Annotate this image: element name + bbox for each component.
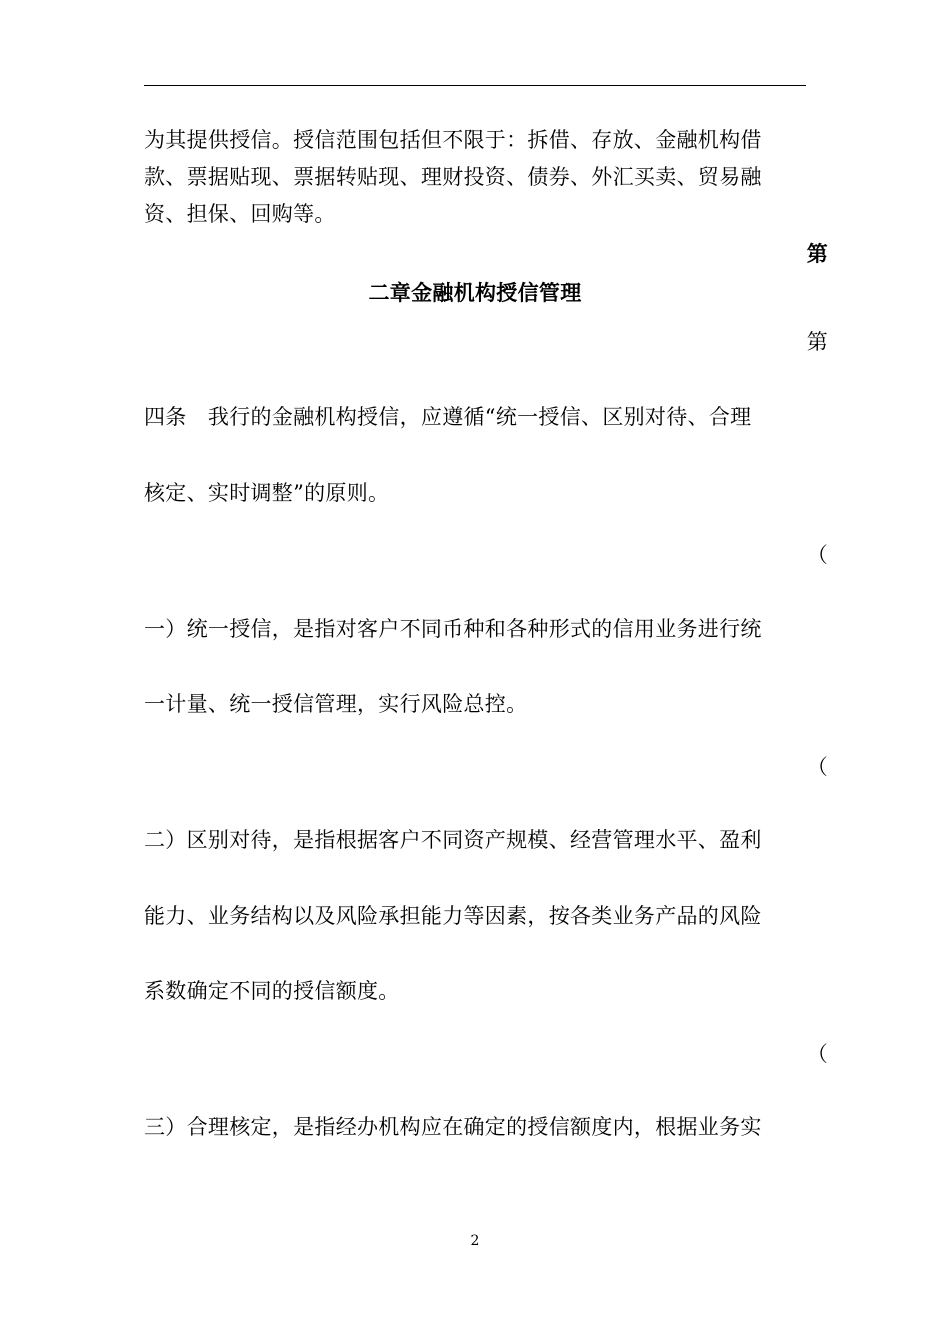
item-line: 能力、业务结构以及风险承担能力等因素，按各类业务产品的风险 [144,904,762,928]
header-rule [144,85,806,86]
item-line: 二）区别对待，是指根据客户不同资产规模、经营管理水平、盈利 [144,828,762,852]
item-line: 一计量、统一授信管理，实行风险总控。 [144,692,528,716]
page-number: 2 [470,1233,480,1249]
chapter-prefix: 第 [806,241,828,266]
item-paren: （ [806,543,828,567]
text-line: 资、担保、回购等。 [144,202,336,226]
article-line: 四条 我行的金融机构授信，应遵循“统一授信、区别对待、合理 [144,405,752,429]
chapter-title: 二章金融机构授信管理 [368,280,582,305]
item-paren: （ [806,1042,828,1066]
item-line: 三）合理核定，是指经办机构应在确定的授信额度内，根据业务实 [144,1115,762,1139]
text-line: 为其提供授信。授信范围包括但不限于：拆借、存放、金融机构借 [144,128,762,152]
item-line: 系数确定不同的授信额度。 [144,979,400,1003]
item-paren: （ [806,755,828,779]
article-prefix: 第 [806,330,828,354]
item-line: 一）统一授信，是指对客户不同币种和各种形式的信用业务进行统 [144,617,762,641]
text-line: 款、票据贴现、票据转贴现、理财投资、债券、外汇买卖、贸易融 [144,165,762,189]
article-line: 核定、实时调整”的原则。 [144,481,390,505]
